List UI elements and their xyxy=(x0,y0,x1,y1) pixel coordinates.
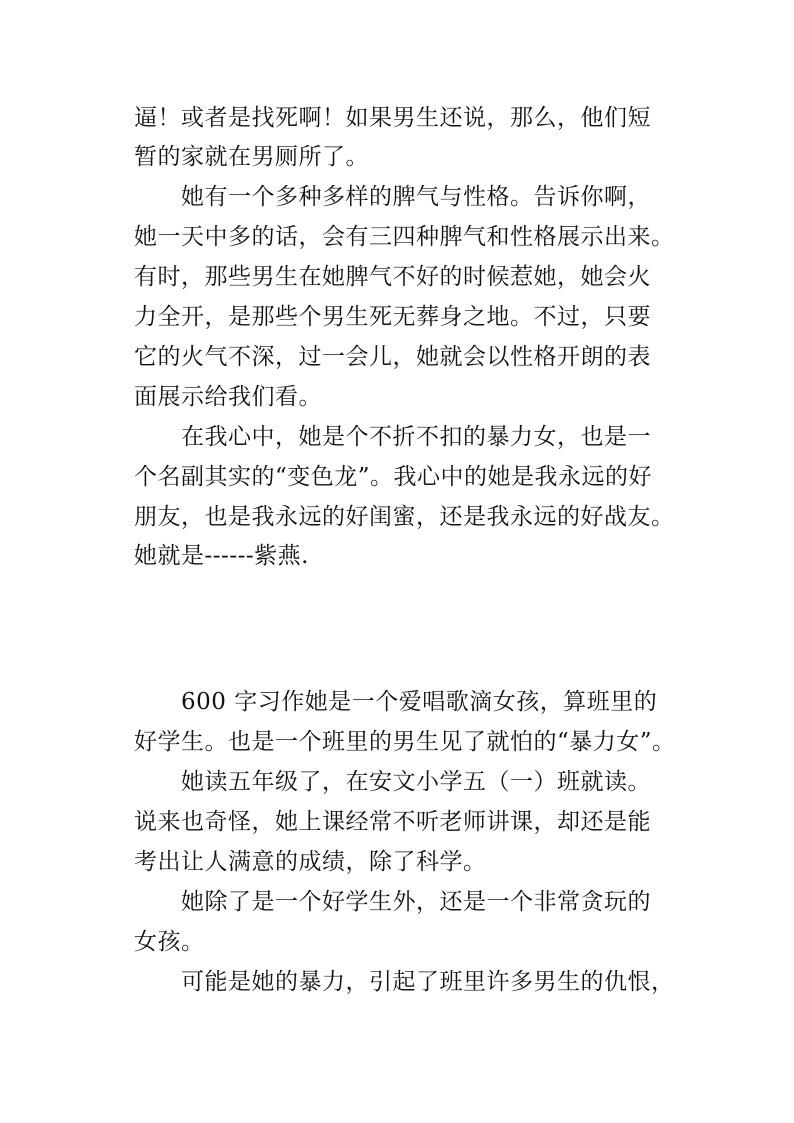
text-line: 在我心中，她是个不折不扣的暴力女，也是一 xyxy=(181,424,651,450)
text-line: 她除了是一个好学生外，还是一个非常贪玩的 xyxy=(181,889,651,915)
text-line: 她一天中多的话，会有三四种脾气和性格展示出来。 xyxy=(134,224,675,250)
text-line: 好学生。也是一个班里的男生见了就怕的“暴力女”。 xyxy=(134,729,676,755)
text-line: 考出让人满意的成绩，除了科学。 xyxy=(134,849,487,875)
text-line: 有时，那些男生在她脾气不好的时候惹她，她会火 xyxy=(134,264,651,290)
text-line: 个名副其实的“变色龙”。我心中的她是我永远的好 xyxy=(134,464,653,490)
text-line: 面展示给我们看。 xyxy=(134,384,322,410)
text-line: 女孩。 xyxy=(134,929,205,955)
text-line: 力全开，是那些个男生死无葬身之地。不过，只要 xyxy=(134,304,651,330)
text-line: 她就是------紫燕. xyxy=(134,543,309,569)
text-line: 她有一个多种多样的脾气与性格。告诉你啊， xyxy=(181,184,651,210)
text-line: 600 字习作她是一个爱唱歌滴女孩，算班里的 xyxy=(181,689,658,715)
text-line: 可能是她的暴力，引起了班里许多男生的仇恨， xyxy=(181,969,675,995)
text-line: 暂的家就在男厕所了。 xyxy=(134,144,369,170)
text-line: 说来也奇怪，她上课经常不听老师讲课，却还是能 xyxy=(134,809,651,835)
text-line: 她读五年级了，在安文小学五（一）班就读。 xyxy=(181,769,651,795)
text-line: 它的火气不深，过一会儿，她就会以性格开朗的表 xyxy=(134,344,651,370)
text-line: 逼！或者是找死啊！如果男生还说，那么，他们短 xyxy=(134,105,651,131)
text-line: 朋友，也是我永远的好闺蜜，还是我永远的好战友。 xyxy=(134,504,675,530)
